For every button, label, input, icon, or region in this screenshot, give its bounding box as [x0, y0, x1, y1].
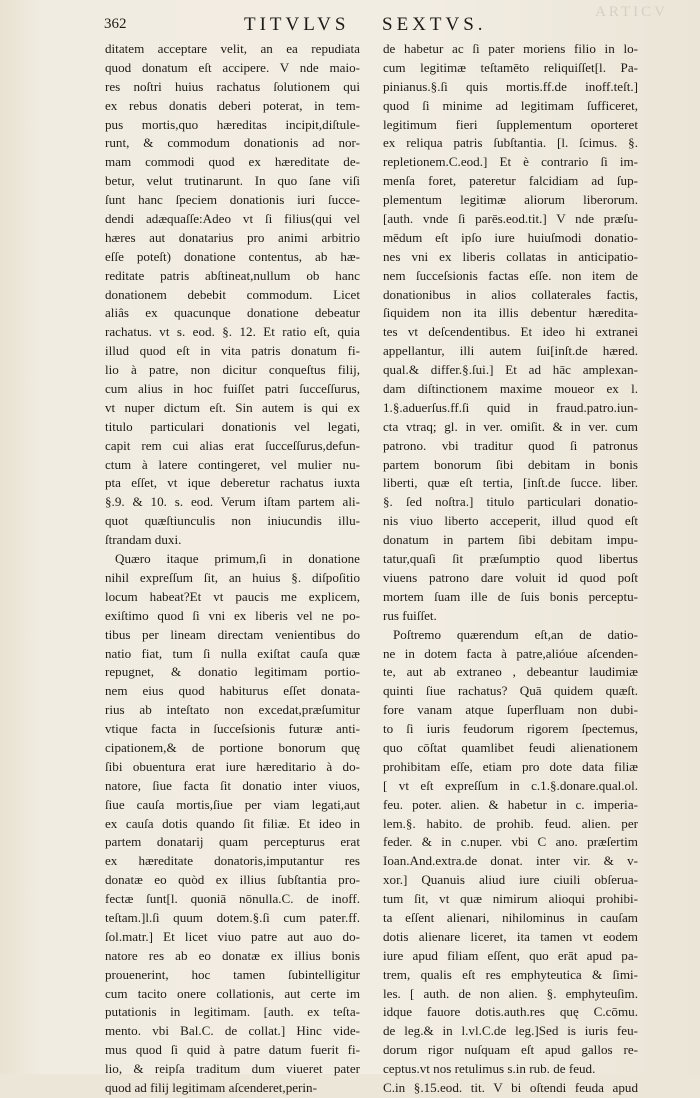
text-line: repugnet, & donatio legitimam portio-: [105, 664, 360, 680]
text-line: prouenerint, hoc tamen ſubintelligitur: [105, 966, 360, 982]
text-line: natio fiat, tum ſi nulla exiſtat cauſa quæ: [105, 645, 360, 661]
text-line: 1.§.aduerſus.ff.ſi quid in fraud.patro.iun-: [383, 399, 638, 415]
text-line: exiſtimo quod ſi vni ex liberis vel ne po-: [105, 607, 360, 623]
text-line: nem ſucceſsionis factas eſſe. non item de: [383, 267, 638, 283]
text-line: donatum in partem ſibi debitam impu-: [383, 532, 638, 548]
text-line: §.9. & 10. s. eod. Verum iſtam partem ali-: [105, 494, 360, 510]
text-line: illud quod eſt in vita patris donatum fi-: [105, 343, 360, 359]
text-line: Quæro itaque primum,ſi in donatione: [115, 551, 360, 567]
text-line: nihil expreſſum ſit, an huius §. diſpoſitio: [105, 569, 360, 585]
text-line: rachatus. vt s. eod. §. 12. Et ratio eſt, quia: [105, 324, 360, 340]
text-line: feder. & in c.nuper. vbi C ano. præſertim: [383, 834, 638, 850]
text-line: rius ab inteſtato non excedat,præſumitur: [105, 702, 360, 718]
text-line: mortem ſuam ille de ſuis bonis perceptu-: [383, 588, 638, 604]
text-line: ſiquidem non ita illis debentur hæredita-: [383, 305, 638, 321]
text-line: lem.§. habito. de prohib. feud. alien. per: [383, 815, 638, 831]
text-line: donatæ eo quòd ex illius ſubſtantia pro-: [105, 872, 360, 888]
text-line: partem donatarij quam percepturus erat: [105, 834, 360, 850]
text-line: de leg.& in l.vl.C.de leg.]Sed is iuris feu-: [383, 1023, 638, 1039]
page-number: 362: [104, 16, 127, 32]
text-line: iure apud filiam eſſent, quo erāt apud pa-: [383, 947, 638, 963]
text-line: ex reliqua patris ſubſtantia. [l. ſcimus. §.: [383, 135, 638, 151]
text-line: lio, & reipſa traditum dum viueret pater: [105, 1061, 360, 1077]
text-line: dotis alienare liceret, ita tamen vt eodem: [383, 928, 638, 944]
text-line: idque fauore dotis.auth.res quę C.cōmu.: [383, 1004, 638, 1020]
text-line: res noſtri huius rachatus ſolutionem qui: [105, 78, 360, 94]
text-line: hæres aut donatarius pro animi arbitrio: [105, 229, 360, 245]
text-line: ditatem acceptare velit, an ea repudiata: [105, 41, 360, 56]
text-line: ex cauſa dotis quando ſit filiæ. Et ideo in: [105, 815, 360, 831]
text-line: runt, & commodum donationis ad nor-: [105, 135, 360, 151]
text-line: pta eſſet, vt ique deberetur rachatus iuxta: [105, 475, 360, 491]
text-line: quinti ſiue rachatus? Quā quidem quæſt.: [383, 683, 638, 699]
text-line: dendi adæquaſſe:Adeo vt ſi filius(qui vel: [105, 211, 360, 227]
text-line: ex rebus donatis deberi poterat, in tem-: [105, 97, 360, 113]
text-line: ne in dotem facta à patre,alióue aſcenden-: [383, 645, 638, 661]
text-line: §. ſed noſtra.] titulo particulari donatio-: [383, 494, 638, 510]
text-line: nes vni ex liberis collatas in anticipatio-: [383, 248, 638, 264]
text-line: patrono. vbi traditur quod ſi patronus: [383, 437, 638, 453]
right-text-column: [383, 40, 638, 1098]
text-line: fore vanam atque ſuperfluam non dubi-: [383, 702, 638, 718]
text-line: titulo particulari donationis vel legati,: [105, 418, 360, 434]
text-line: [auth. vnde ſi parēs.eod.tit.] V nde præſu-: [383, 211, 638, 227]
text-line: legitimum fieri ſupplementum oporteret: [383, 116, 638, 132]
text-line: feu. poter. alien. & habetur in c. imperia-: [383, 796, 638, 812]
text-line: putationis in legitimam. [auth. ex teſta-: [105, 1004, 360, 1020]
text-line: Poſtremo quærendum eſt,an de datio-: [393, 626, 638, 642]
text-line: betur, velut trutinarunt. In quo ſane viſi: [105, 173, 360, 189]
text-line: trem, qualis eſt res emphyteutica & ſimi-: [383, 966, 638, 982]
text-line: mēdum eſt ipſo iure huiuſmodi donatio-: [383, 229, 638, 245]
text-line: teſtam.]l.ſi quum dotem.§.ſi cum pater.ff.: [105, 909, 360, 925]
text-line: capit rem cui alias erat ſucceſſurus,defun-: [105, 437, 360, 453]
text-line: prohibitam eſſe, etiam pro dote data filiæ: [383, 758, 638, 774]
text-line: fectæ ſunt[l. quoniā nōnulla.C. de inoff.: [105, 891, 360, 907]
text-line: tum ſit, vt quæ nimirum alioqui prohibi-: [383, 891, 638, 907]
text-line: cipationem,& de portione bonorum quę: [105, 739, 360, 755]
text-line: cta vtraq; gl. in ver. omiſit. & in ver. cum: [383, 418, 638, 434]
text-line: donationibus in alios collaterales factis,: [383, 286, 638, 302]
text-line: vt nuper dictum eſt. Sin autem is qui ex: [105, 399, 360, 415]
text-line: lio à patre, non dicitur conqueſtus filij,: [105, 362, 360, 378]
bleed-through-text: ARTICV: [595, 4, 668, 20]
text-line: nis viuo liberto acceperit, illud quod eſt: [383, 513, 638, 529]
text-line: C.in §.15.eod. tit. V bi oſtendi feuda apud: [383, 1079, 638, 1095]
text-line: ceptus.vt nos retulimus s.in rub. de feud.: [383, 1061, 596, 1077]
text-line: ctum à latere contingeret, vel mulier nu-: [105, 456, 360, 472]
text-line: mento. vbi Bal.C. de collat.] Hinc vide-: [105, 1023, 360, 1039]
text-line: natore, ſiue facta ſit donatio inter viuos,: [105, 777, 360, 793]
text-line: mus quod ſi quid à patre datum fuerit fi-: [105, 1042, 360, 1058]
text-line: cum legitimæ teſtamēto reliquiſſet[l. Pa-: [383, 59, 638, 75]
text-line: pus mortis,quo hæreditas incipit,diſtule-: [105, 116, 360, 132]
text-line: aliâs ex quacunque donatione debeatur: [105, 305, 360, 321]
text-line: ſiue cauſa mortis,ſiue per viam legati,aut: [105, 796, 360, 812]
text-line: [ vt eſt expreſſum in c.1.§.donare.qual.ol.: [383, 777, 638, 793]
text-line: quod ad filij legitimam aſcenderet,perin-: [105, 1079, 317, 1095]
text-line: quod ſi minime ad legitimam ſufficeret,: [383, 97, 638, 113]
text-line: rus fuiſſet.: [383, 607, 437, 623]
text-line: plementum legitimæ aliorum liberorum.: [383, 192, 638, 208]
text-line: tibus per lineam directam venientibus do: [105, 626, 360, 642]
text-line: cum alius in hoc fuiſſet patri ſucceſſurus,: [105, 381, 360, 397]
running-head-title: TITVLVS: [244, 14, 350, 35]
text-line: nem eius quod habiturus eſſet donata-: [105, 683, 360, 699]
text-line: tes vt deſcendentibus. Et ideo hi extranei: [383, 324, 638, 340]
text-line: menſa foret, pateretur falcidiam ad ſup-: [383, 173, 638, 189]
text-line: viuens patrono dare voluit id quod poſt: [383, 569, 638, 585]
text-line: xor.] Quanuis aliud iure ciuili obſerua-: [383, 872, 638, 888]
text-line: dorum rigor nuſquam eſt apud gallos re-: [383, 1042, 638, 1058]
text-line: Ioan.And.extra.de donat. inter vir. & v-: [383, 853, 638, 869]
text-line: partem bonorum ſibi debitam in bonis: [383, 456, 638, 472]
text-line: ta eſſent alienari, nihilominus in cauſam: [383, 909, 638, 925]
text-line: liberti, quæ eſt tertia, [inſt.de ſucce. liber.: [383, 475, 638, 491]
left-text-column: [105, 40, 360, 1098]
text-line: reditate patris abſtineat,nullum ob hanc: [105, 267, 360, 283]
page-header: [104, 14, 664, 40]
text-line: dam diſtinctionem maxime moueor ex l.: [383, 381, 638, 397]
text-line: ſunt hanc ſpeciem donationis iuri ſucce-: [105, 192, 360, 208]
text-line: appellantur, illi autem ſui[inſt.de hæred.: [383, 343, 638, 359]
text-line: pinianus.§.ſi quis mortis.ff.de inoff.teſt.]: [383, 78, 638, 94]
text-line: quod donatum eſt accipere. V nde maio-: [105, 59, 360, 75]
text-line: repletionem.C.eod.] Et è contrario ſi im-: [383, 154, 638, 170]
text-line: qual.& differ.§.ſui.] Et ad hāc amplexan-: [383, 362, 638, 378]
text-line: natore res ab eo donatæ ex illius bonis: [105, 947, 360, 963]
text-line: les. [ auth. de non alien. §. emphyteuſim.: [383, 985, 638, 1001]
text-line: cum tacito onere collationis, aut certe im: [105, 985, 360, 1001]
text-line: to ſi iuris feudorum rigorem ſpectemus,: [383, 721, 638, 737]
text-line: locum habeat?Et vt paucis me explicem,: [105, 588, 360, 604]
text-line: ſtrandam duxi.: [105, 532, 182, 548]
text-line: ſol.matr.] Et licet viuo patre aut auo do-: [105, 928, 360, 944]
text-line: vtique facta in ſucceſsionis futuræ anti-: [105, 721, 360, 737]
running-head-section: SEXTVS.: [382, 14, 487, 35]
text-line: quot quæſtiunculis non iniucundis illu-: [105, 513, 360, 529]
text-line: eſſe poteſt) donatione contentus, ab hæ-: [105, 248, 360, 264]
text-line: mam commodi quod ex hæreditate de-: [105, 154, 360, 170]
text-line: de habetur ac ſi pater moriens filio in lo-: [383, 41, 638, 56]
text-line: te, aut ab extraneo , debeantur laudimiæ: [383, 664, 638, 680]
text-line: quo cōſtat quamlibet feudi alienationem: [383, 739, 638, 755]
text-line: ſibi obuentura erat iure hæreditario à do-: [105, 758, 360, 774]
text-line: tatur,quaſi ſit præſumptio quod libertus: [383, 551, 638, 567]
text-line: ex hæreditate donatoris,imputantur res: [105, 853, 360, 869]
text-line: donationem debebit commodum. Licet: [105, 286, 360, 302]
